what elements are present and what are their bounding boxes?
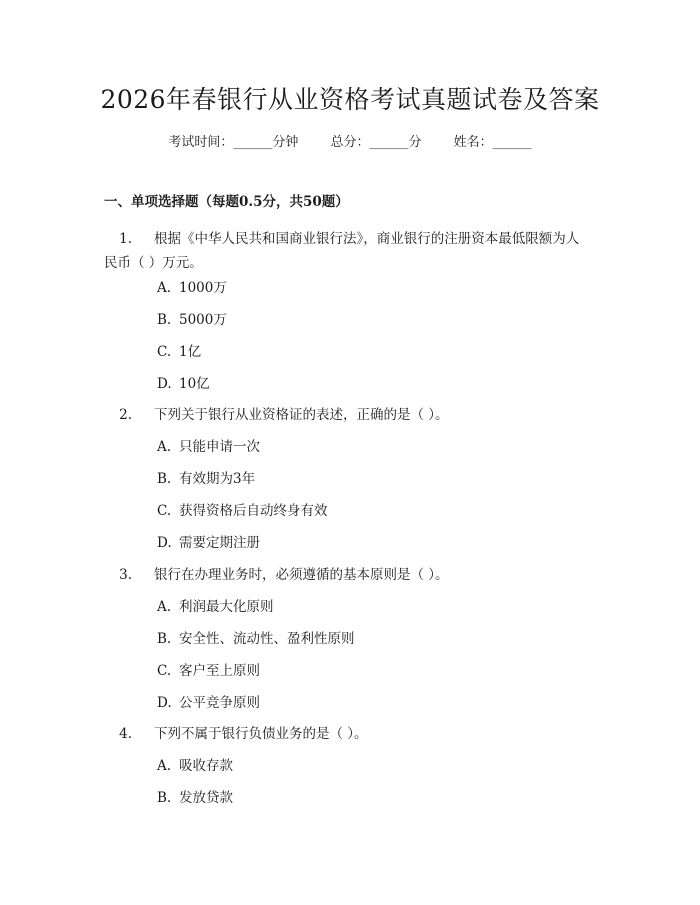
- option-1d: [157, 372, 210, 392]
- option-text: 发放贷款: [179, 790, 233, 806]
- question-1-continued: [104, 251, 203, 271]
- option-4a: [157, 754, 233, 774]
- exam-time-field: 考试时间：______分钟: [168, 135, 299, 150]
- option-text: 只能申请一次: [179, 439, 260, 455]
- question-text: 下列不属于银行负债业务的是（ ）。: [154, 726, 368, 742]
- question-text: 根据《中华人民共和国商业银行法》，商业银行的注册资本最低限额为人: [154, 231, 580, 247]
- option-text: 利润最大化原则: [179, 599, 274, 615]
- option-3b: [157, 627, 355, 647]
- option-letter: B.: [157, 790, 172, 806]
- student-name-field: 姓名：______: [453, 135, 532, 150]
- option-4b: [157, 786, 233, 806]
- page-title: 2026年春银行从业资格考试真题试卷及答案: [100, 85, 600, 114]
- option-2d: [157, 531, 260, 551]
- option-text: 5000万: [179, 312, 227, 328]
- question-text: 下列关于银行从业资格证的表述，正确的是（ ）。: [154, 407, 449, 423]
- option-text: 1000万: [179, 280, 227, 296]
- total-score-field: 总分：______分: [330, 135, 422, 150]
- option-text: 需要定期注册: [179, 535, 260, 551]
- question-number: 1.: [119, 231, 132, 247]
- option-letter: A.: [157, 439, 172, 455]
- question-number: 3.: [119, 567, 132, 583]
- question-1: [104, 227, 579, 247]
- option-1c: [157, 340, 201, 360]
- option-letter: D.: [157, 535, 172, 551]
- option-text: 10亿: [179, 376, 210, 392]
- option-3a: [157, 595, 274, 615]
- question-2: [104, 403, 449, 423]
- option-letter: C.: [157, 344, 172, 360]
- option-3d: [157, 691, 260, 711]
- option-letter: B.: [157, 631, 172, 647]
- question-text: 银行在办理业务时，必须遵循的基本原则是（ ）。: [154, 567, 449, 583]
- option-text: 安全性、流动性、盈利性原则: [179, 631, 355, 647]
- question-number: 2.: [119, 407, 132, 423]
- question-4: [104, 722, 368, 742]
- question-number: 4.: [119, 726, 132, 742]
- option-text: 吸收存款: [179, 758, 233, 774]
- option-letter: D.: [157, 695, 172, 711]
- option-text: 有效期为3年: [179, 471, 256, 487]
- section-heading: 一、单项选择题（每题0.5分，共50题）: [104, 194, 349, 210]
- option-text: 获得资格后自动终身有效: [179, 503, 328, 519]
- option-2a: [157, 435, 260, 455]
- option-letter: A.: [157, 599, 172, 615]
- option-2c: [157, 499, 328, 519]
- option-1a: [157, 276, 227, 296]
- option-letter: D.: [157, 376, 172, 392]
- option-text: 客户至上原则: [179, 663, 260, 679]
- option-3c: [157, 659, 260, 679]
- question-text-continued: 民币（ ）万元。: [104, 255, 203, 271]
- option-letter: A.: [157, 280, 172, 296]
- option-letter: B.: [157, 312, 172, 328]
- option-letter: C.: [157, 503, 172, 519]
- exam-meta: [0, 131, 700, 150]
- option-1b: [157, 308, 227, 328]
- option-letter: C.: [157, 663, 172, 679]
- option-letter: A.: [157, 758, 172, 774]
- question-3: [104, 563, 449, 583]
- option-text: 1亿: [179, 344, 202, 360]
- option-letter: B.: [157, 471, 172, 487]
- option-2b: [157, 467, 255, 487]
- option-text: 公平竞争原则: [179, 695, 260, 711]
